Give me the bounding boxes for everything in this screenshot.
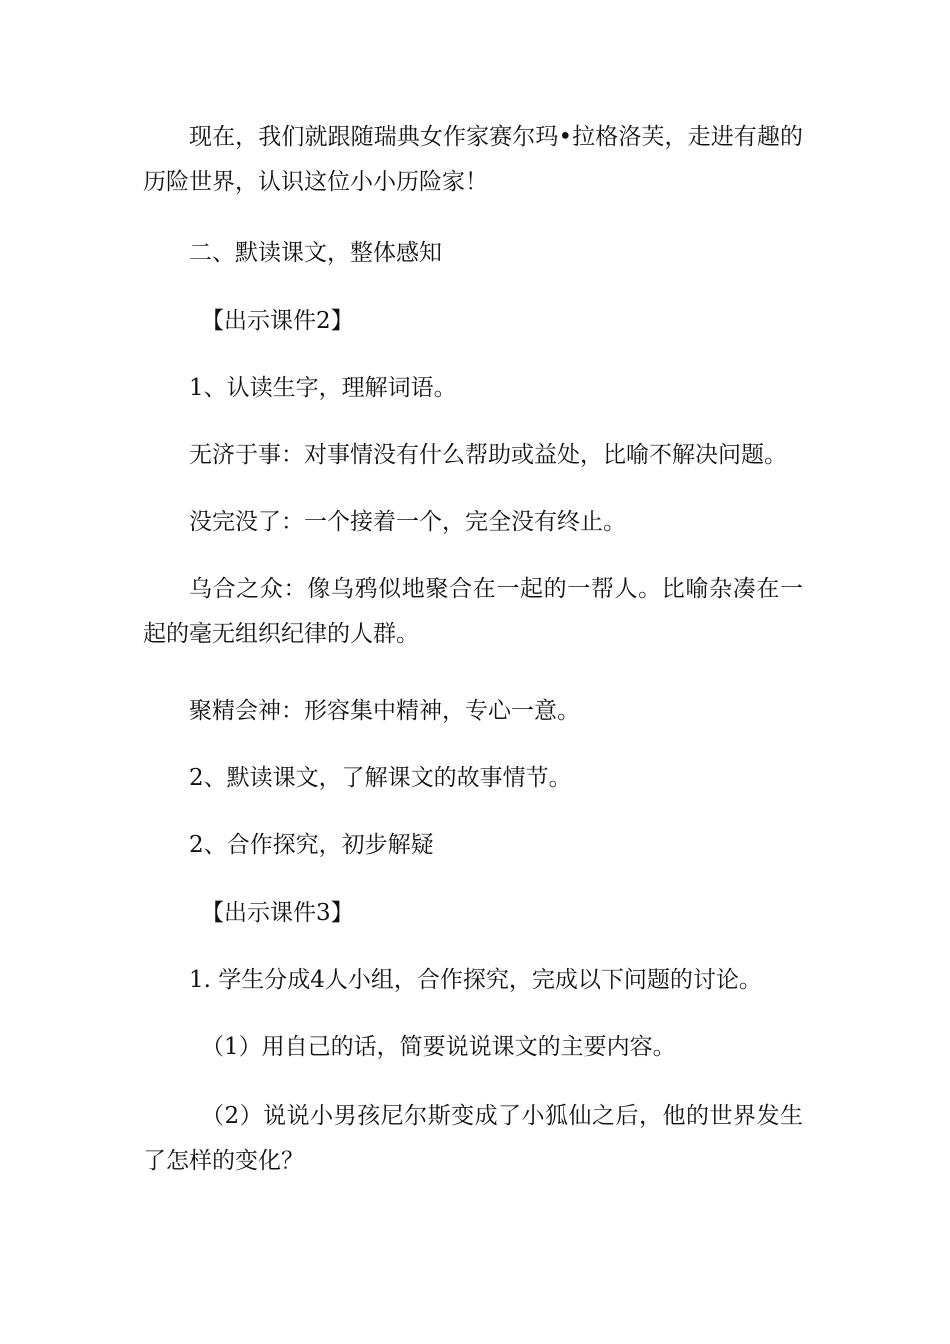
question-2: （2）说说小男孩尼尔斯变成了小狐仙之后，他的世界发生了怎样的变化？ [143,1103,803,1174]
vocab-meiwanmeiliao: 没完没了：一个接着一个，完全没有终止。 [189,509,626,535]
section-heading-cooperation: 2、合作探究，初步解疑 [189,832,434,858]
section-heading-silent-reading: 二、默读课文，整体感知 [189,240,442,266]
step-read-story: 2、默读课文，了解课文的故事情节。 [189,765,572,791]
vocab-wuhezhizhong: 乌合之众：像乌鸦似地聚合在一起的一帮人。比喻杂凑在一起的毫无组织纪律的人群。 [143,576,803,647]
courseware-label-3: 【出示课件3】 [201,900,354,926]
step-recognize-characters: 1、认读生字，理解词语。 [189,375,457,401]
question-1: （1）用自己的话，简要说说课文的主要内容。 [201,1034,676,1060]
intro-paragraph: 现在，我们就跟随瑞典女作家赛尔玛•拉格洛芙，走进有趣的历险世界，认识这位小小历险家！ [143,124,803,195]
vocab-wujiyushi: 无济于事：对事情没有什么帮助或益处，比喻不解决问题。 [189,442,787,468]
courseware-label-2: 【出示课件2】 [201,308,354,334]
step-group-discussion: 1. 学生分成4人小组，合作探究，完成以下问题的讨论。 [189,967,762,993]
vocab-jujinghuishen: 聚精会神：形容集中精神，专心一意。 [189,698,580,724]
